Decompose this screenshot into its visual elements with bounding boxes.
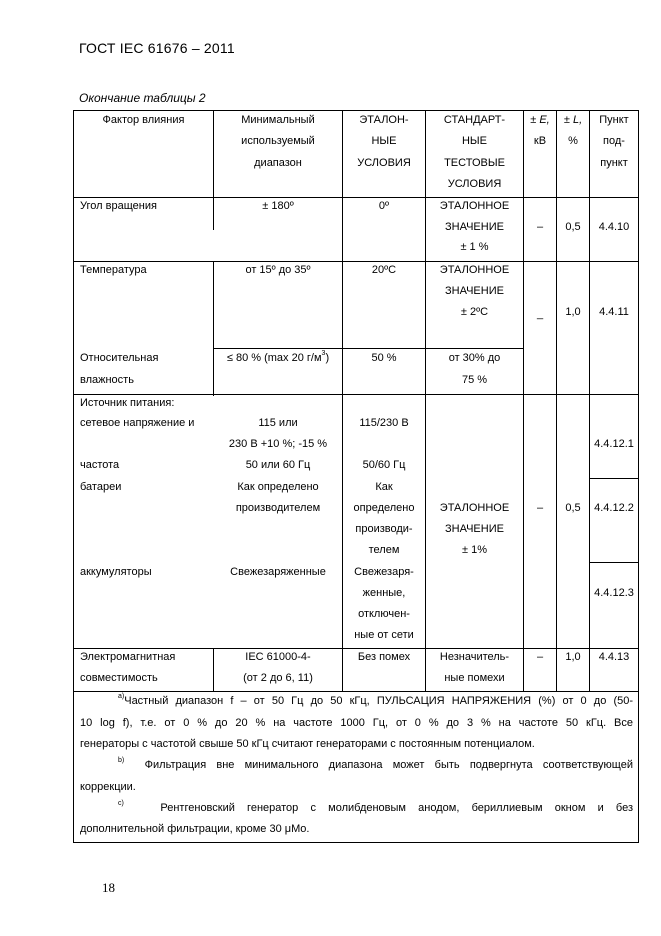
temperature-e: _ xyxy=(536,308,544,320)
power-l: 0,5 xyxy=(565,502,581,514)
temperature-clause: 4.4.11 xyxy=(599,306,629,318)
temperature-range: от 15º до 35º xyxy=(245,264,311,276)
emc-clause: 4.4.13 xyxy=(598,651,630,663)
footnote-a-line-1: $^{a)}$Частный диапазон f – от 50 Гц до 50 кГц, ПУЛЬСАЦИЯ НАПРЯЖЕНИЯ (%) от 0 до (50- xyxy=(118,693,633,707)
power-clause-batt: 4.4.12.2 xyxy=(594,502,634,514)
power-clause-mains: 4.4.12.1 xyxy=(594,438,634,450)
rule-right xyxy=(638,110,639,843)
rule-col5 xyxy=(556,110,557,692)
col-header-clause-1: Пункт xyxy=(599,114,629,126)
table-title: Окончание таблицы 2 xyxy=(79,91,206,105)
power-freq-label: частота xyxy=(80,459,120,471)
humidity-ref: 50 % xyxy=(371,352,397,364)
power-acc-ref-2: женные, xyxy=(362,587,406,599)
rotation-factor: Угол вращения xyxy=(80,200,157,212)
temperature-l: 1,0 xyxy=(565,306,581,318)
rule-clause-mains-bottom xyxy=(589,478,639,479)
humidity-std-2: 75 % xyxy=(461,374,488,386)
col-header-ref-2: НЫЕ xyxy=(371,135,397,147)
power-std-1: ЭТАЛОННОЕ xyxy=(439,502,510,514)
emc-l: 1,0 xyxy=(565,651,581,663)
rotation-ref: 0º xyxy=(378,200,390,212)
temperature-std-2: ЗНАЧЕНИЕ xyxy=(445,285,504,297)
power-mains-label: сетевое напряжение и xyxy=(80,417,195,429)
temperature-std-3: ± 2ºС xyxy=(460,306,489,318)
rule-col6 xyxy=(589,110,590,692)
rule-clause-batt-bottom xyxy=(589,562,639,563)
rule-col4 xyxy=(523,110,524,692)
power-acc-label: аккумуляторы xyxy=(80,566,152,578)
power-batt-ref-3: производи- xyxy=(355,523,413,535)
col-header-clause-3: пункт xyxy=(600,157,628,169)
col-header-std-3: ТЕСТОВЫЕ xyxy=(444,157,505,169)
power-std-3: ± 1% xyxy=(462,544,487,556)
temperature-factor: Температура xyxy=(80,264,147,276)
emc-std-2: ные помехи xyxy=(444,672,505,684)
rotation-std-1: ЭТАЛОННОЕ xyxy=(439,200,510,212)
rotation-clause: 4.4.10 xyxy=(598,221,630,233)
footnote-a-line-3: генераторы с частотой свыше 50 кГц считают генераторами с постоянным потенциалом. xyxy=(80,738,535,750)
rule-bottom xyxy=(73,842,639,843)
page-number: 18 xyxy=(102,880,115,895)
power-std-2: ЗНАЧЕНИЕ xyxy=(445,523,504,535)
humidity-std-1: от 30% до xyxy=(448,352,501,364)
footnote-c-line-1: $^{c)}$ Рентгеновский генератор с молибденовым анодом, бериллиевым окном и без xyxy=(118,800,633,814)
col-header-std-1: СТАНДАРТ- xyxy=(443,114,506,126)
col-header-factor: Фактор влияния xyxy=(102,114,185,126)
power-batt-range-2: производителем xyxy=(235,502,321,514)
col-header-std-4: УСЛОВИЯ xyxy=(447,178,502,190)
col-header-range-3: диапазон xyxy=(254,157,302,169)
power-acc-range: Свежезаряженные xyxy=(230,566,326,578)
humidity-factor-1: Относительная xyxy=(80,352,159,364)
footnote-b-line-2: коррекции. xyxy=(80,781,136,793)
rule-left xyxy=(73,110,74,843)
col-header-std-2: НЫЕ xyxy=(461,135,488,147)
power-batt-ref-1: Как xyxy=(375,481,393,493)
footnote-b-line-1: $^{b)}$ Фильтрация вне минимального диапазона может быть подвергнута соответствующей xyxy=(118,757,633,771)
col-header-l-2: % xyxy=(568,135,578,147)
col-header-range-2: используемый xyxy=(241,135,315,147)
col-header-l-1: ± L, xyxy=(563,114,583,126)
col-header-e-1: ± E, xyxy=(530,114,550,126)
power-batt-ref-2: определено xyxy=(353,502,415,514)
footnote-a-line-2: 10 log f), т.е. от 0 % до 20 % на частоте 1000 Гц, от 0 % до 3 % на частоте 50 кГц. Все xyxy=(80,717,633,729)
col-header-range-1: Минимальный xyxy=(241,114,315,126)
rotation-l: 0,5 xyxy=(565,221,581,233)
humidity-range: ≤ 80 % (max 20 $г/м^3$) xyxy=(226,350,330,364)
emc-e: – xyxy=(536,651,544,663)
power-acc-ref-1: Свежезаря- xyxy=(354,566,414,578)
standard-header: ГОСТ IEC 61676 – 2011 xyxy=(79,40,235,56)
power-mains-range-1: 115 или xyxy=(258,417,298,429)
col-header-e-2: кВ xyxy=(533,135,547,147)
humidity-factor-2: влажность xyxy=(80,374,134,386)
emc-ref: Без помех xyxy=(357,651,411,663)
power-batt-label: батареи xyxy=(80,481,122,493)
power-mains-range-2: 230 В +10 %; -15 % xyxy=(228,438,328,450)
power-acc-ref-4: ные от сети xyxy=(354,629,414,641)
emc-std-1: Незначитель- xyxy=(439,651,510,663)
temperature-std-1: ЭТАЛОННОЕ xyxy=(439,264,510,276)
col-header-clause-2: под- xyxy=(603,135,625,147)
power-acc-ref-3: отключен- xyxy=(358,608,410,620)
rotation-std-3: ± 1 % xyxy=(460,241,489,253)
rotation-std-2: ЗНАЧЕНИЕ xyxy=(445,221,504,233)
emc-factor-1: Электромагнитная xyxy=(80,651,176,663)
emc-range-1: IEC 61000-4- xyxy=(245,651,311,663)
power-mains-ref: 115/230 В xyxy=(359,417,409,429)
rotation-range: ± 180º xyxy=(262,200,294,212)
emc-range-2: (от 2 до 6, 11) xyxy=(243,672,313,684)
power-freq-ref: 50/60 Гц xyxy=(362,459,406,471)
power-e: – xyxy=(536,502,544,514)
power-freq-range: 50 или 60 Гц xyxy=(245,459,311,471)
power-batt-range-1: Как определено xyxy=(237,481,319,493)
power-batt-ref-4: телем xyxy=(368,544,400,556)
col-header-ref-3: УСЛОВИЯ xyxy=(357,157,411,169)
power-clause-acc: 4.4.12.3 xyxy=(594,587,634,599)
power-heading: Источник питания: xyxy=(80,397,175,409)
footnote-c-line-2: дополнительной фильтрации, кроме 30 μMo. xyxy=(80,823,310,835)
temperature-ref: 20ºС xyxy=(371,264,397,276)
col-header-ref-1: ЭТАЛОН- xyxy=(359,114,409,126)
rotation-e: – xyxy=(536,221,544,233)
emc-factor-2: совместимость xyxy=(80,672,158,684)
